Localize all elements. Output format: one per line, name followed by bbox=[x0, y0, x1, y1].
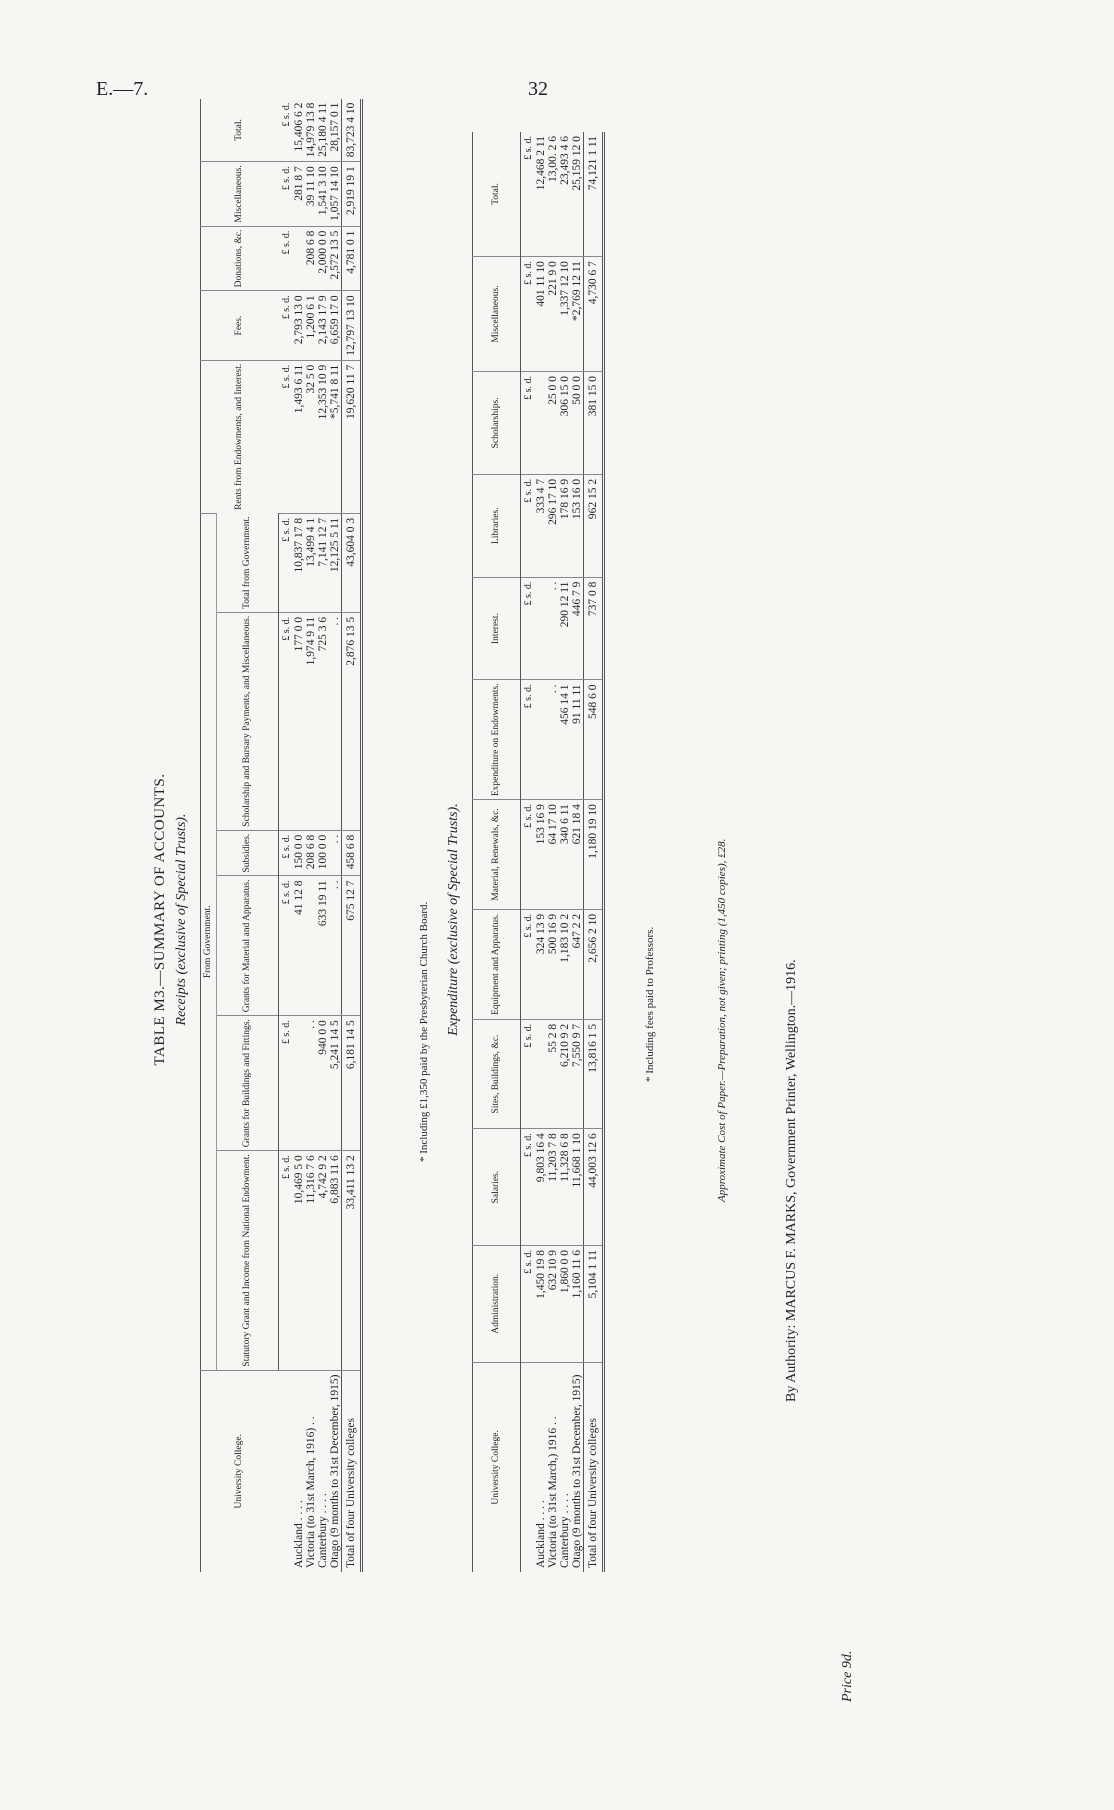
receipts-header-college: University College. bbox=[201, 1370, 279, 1572]
total-cell: 4,781 0 1 bbox=[342, 226, 362, 291]
total-cell: 962 15 2 bbox=[584, 474, 604, 577]
unit-label: £ s. d. bbox=[279, 830, 294, 876]
unit-label: £ s. d. bbox=[280, 102, 292, 127]
table-cell: 2,793 13 0 bbox=[293, 291, 305, 360]
receipts-header-total: Total. bbox=[201, 99, 279, 162]
table-cell: 324 13 9 bbox=[535, 909, 547, 1019]
table-cell: . . bbox=[547, 577, 559, 680]
table-cell: 296 17 10 bbox=[547, 474, 559, 577]
table-cell: 621 18 4 bbox=[571, 800, 584, 910]
receipts-group-government: From Government. bbox=[201, 513, 217, 1370]
table-cell: . . bbox=[547, 680, 559, 800]
receipts-footnote: * Including £1,350 paid by the Presbyterian Church Board. bbox=[418, 901, 430, 1162]
table-cell: 1,160 11 6 bbox=[571, 1245, 584, 1362]
total-cell: 548 6 0 bbox=[584, 680, 604, 800]
document-reference: E.—7. bbox=[96, 78, 149, 100]
table-title: TABLE M3.—SUMMARY OF ACCOUNTS. bbox=[152, 773, 168, 1066]
printer-authority: By Authority: MARCUS F. MARKS, Government Printer, Wellington.—1916. bbox=[784, 959, 799, 1402]
table-cell: . . bbox=[329, 876, 342, 1016]
row-college-name: Otago (9 months to 31st December, 1915) bbox=[329, 1370, 342, 1572]
expenditure-header-total: Total. bbox=[473, 132, 521, 257]
table-cell: . . bbox=[305, 1016, 317, 1151]
expenditure-subtitle: Expenditure (exclusive of Special Trusts). bbox=[446, 803, 461, 1036]
unit-label: £ s. d. bbox=[521, 1019, 536, 1128]
table-cell: 11,668 1 10 bbox=[571, 1129, 584, 1246]
expenditure-header-scholarships: Scholarships. bbox=[473, 371, 521, 474]
receipts-table bbox=[200, 99, 363, 1572]
unit-label: £ s. d. bbox=[279, 612, 294, 830]
table-cell: 10,469 5 0 bbox=[293, 1151, 305, 1370]
total-cell: 4,730 6 7 bbox=[584, 257, 604, 372]
unit-label: £ s. d. bbox=[521, 1245, 536, 1362]
table-cell: 23,493 4 6 bbox=[559, 136, 571, 185]
table-cell: 1,450 19 8 bbox=[535, 1245, 547, 1362]
table-cell: 2,572 13 5 bbox=[329, 226, 342, 291]
receipts-header-miscellaneous: Miscellaneous. bbox=[201, 162, 279, 226]
expenditure-table bbox=[472, 132, 605, 1572]
table-cell: 6,883 11 6 bbox=[329, 1151, 342, 1370]
price-label: Price 9d. bbox=[840, 1650, 855, 1702]
unit-label: £ s. d. bbox=[521, 474, 536, 577]
total-cell: 2,876 13 5 bbox=[342, 612, 362, 830]
table-cell: *5,741 8 11 bbox=[329, 360, 342, 513]
table-cell bbox=[535, 371, 547, 474]
table-cell: 11,316 7 6 bbox=[305, 1151, 317, 1370]
receipts-header-buildings: Grants for Buildings and Fittings. bbox=[217, 1016, 279, 1151]
total-cell: 1,180 19 10 bbox=[584, 800, 604, 910]
table-cell: 7,141 12 7 bbox=[317, 513, 329, 612]
table-cell: 13,499 4 1 bbox=[305, 513, 317, 612]
rotated-page-content bbox=[150, 102, 870, 1702]
table-row bbox=[571, 132, 584, 1572]
total-row-label: Total of four University colleges bbox=[584, 1362, 604, 1572]
unit-label: £ s. d. bbox=[279, 1151, 294, 1370]
table-cell: 1,183 10 2 bbox=[559, 909, 571, 1019]
expenditure-table-wrap bbox=[472, 132, 605, 1572]
table-cell: 7,550 9 7 bbox=[571, 1019, 584, 1128]
total-cell: 6,181 14 5 bbox=[342, 1016, 362, 1151]
table-cell: 1,493 6 11 bbox=[293, 360, 305, 513]
table-cell: 9,803 16 4 bbox=[535, 1129, 547, 1246]
total-cell: 458 6 8 bbox=[342, 830, 362, 876]
expenditure-header-salaries: Salaries. bbox=[473, 1129, 521, 1246]
table-cell: 25,159 12 0 bbox=[571, 136, 583, 191]
row-college-name: Auckland . . . . bbox=[535, 1362, 547, 1572]
table-cell: 4,742 9 2 bbox=[317, 1151, 329, 1370]
table-cell: 208 6 8 bbox=[305, 830, 317, 876]
unit-label: £ s. d. bbox=[521, 371, 536, 474]
table-row bbox=[535, 132, 547, 1572]
table-cell: 55 2 8 bbox=[547, 1019, 559, 1128]
table-cell: 177 0 0 bbox=[293, 612, 305, 830]
table-cell bbox=[535, 680, 547, 800]
receipts-subtitle: Receipts (exclusive of Special Trusts). bbox=[174, 813, 189, 1026]
table-row bbox=[547, 132, 559, 1572]
total-cell: 33,411 13 2 bbox=[342, 1151, 362, 1370]
unit-label: £ s. d. bbox=[279, 876, 294, 1016]
unit-label: £ s. d. bbox=[521, 1129, 536, 1246]
table-cell: 5,241 14 5 bbox=[329, 1016, 342, 1151]
table-cell: 6,210 9 2 bbox=[559, 1019, 571, 1128]
total-cell: 13,816 1 5 bbox=[584, 1019, 604, 1128]
table-cell: 940 0 0 bbox=[317, 1016, 329, 1151]
table-cell: 12,125 5 11 bbox=[329, 513, 342, 612]
unit-label: £ s. d. bbox=[521, 577, 536, 680]
expenditure-header-administration: Administration. bbox=[473, 1245, 521, 1362]
receipts-header-scholarship: Scholarship and Bursary Payments, and Miscellaneous. bbox=[217, 612, 279, 830]
unit-label: £ s. d. bbox=[521, 909, 536, 1019]
table-cell: 208 6 8 bbox=[305, 226, 317, 291]
table-cell: 153 16 9 bbox=[535, 800, 547, 910]
table-cell: 1,337 12 10 bbox=[559, 257, 571, 372]
row-college-name: Victoria (to 31st March, 1916) . . bbox=[305, 1370, 317, 1572]
page-number: 32 bbox=[528, 78, 548, 100]
table-cell bbox=[535, 577, 547, 680]
total-cell: 83,723 4 10 bbox=[342, 99, 362, 162]
expenditure-footnote: * Including fees paid to Professors. bbox=[644, 926, 656, 1082]
expenditure-header-college: University College. bbox=[473, 1362, 521, 1572]
table-cell bbox=[305, 876, 317, 1016]
receipts-header-fees: Fees. bbox=[201, 291, 279, 360]
table-row bbox=[317, 99, 329, 1572]
table-cell: 401 11 10 bbox=[535, 257, 547, 372]
expenditure-header-miscellaneous: Miscellaneous. bbox=[473, 257, 521, 372]
receipts-header-rents: Rents from Endowments, and Interest. bbox=[201, 360, 279, 513]
table-cell: 290 12 11 bbox=[559, 577, 571, 680]
table-cell: 91 11 11 bbox=[571, 680, 584, 800]
row-college-name: Canterbury . . . . bbox=[317, 1370, 329, 1572]
row-college-name: Canterbury . . . . bbox=[559, 1362, 571, 1572]
table-cell: 500 16 9 bbox=[547, 909, 559, 1019]
unit-label: £ s. d. bbox=[521, 800, 536, 910]
table-cell: 153 16 0 bbox=[571, 474, 584, 577]
total-cell: 5,104 1 11 bbox=[584, 1245, 604, 1362]
table-cell: 725 3 6 bbox=[317, 612, 329, 830]
unit-label: £ s. d. bbox=[279, 291, 294, 360]
unit-label: £ s. d. bbox=[521, 257, 536, 372]
table-cell: 11,328 6 8 bbox=[559, 1129, 571, 1246]
table-cell: 150 0 0 bbox=[293, 830, 305, 876]
unit-label: £ s. d. bbox=[279, 360, 294, 513]
table-row bbox=[305, 99, 317, 1572]
receipts-header-material: Grants for Material and Apparatus. bbox=[217, 876, 279, 1016]
table-cell: 632 10 9 bbox=[547, 1245, 559, 1362]
table-cell bbox=[293, 1016, 305, 1151]
total-cell: 675 12 7 bbox=[342, 876, 362, 1016]
table-cell: 11,203 7 8 bbox=[547, 1129, 559, 1246]
row-college-name: Auckland . . . . bbox=[293, 1370, 305, 1572]
total-cell: 381 15 0 bbox=[584, 371, 604, 474]
total-cell: 12,797 13 10 bbox=[342, 291, 362, 360]
table-row bbox=[329, 99, 342, 1572]
unit-label: £ s. d. bbox=[279, 226, 294, 291]
table-cell: 28,157 0 1 bbox=[329, 102, 341, 152]
table-cell: 1,974 9 11 bbox=[305, 612, 317, 830]
total-cell: 737 0 8 bbox=[584, 577, 604, 680]
table-cell: 2,000 0 0 bbox=[317, 226, 329, 291]
table-cell: 446 7 9 bbox=[571, 577, 584, 680]
total-row bbox=[584, 132, 604, 1572]
table-cell: 25 0 0 bbox=[547, 371, 559, 474]
table-cell: 1,057 14 10 bbox=[329, 162, 342, 226]
table-cell: 41 12 8 bbox=[293, 876, 305, 1016]
table-cell: 6,659 17 0 bbox=[329, 291, 342, 360]
expenditure-header-endowments: Expenditure on Endowments. bbox=[473, 680, 521, 800]
table-cell: *2,769 12 11 bbox=[571, 257, 584, 372]
row-college-name: Otago (9 months to 31st December, 1915) bbox=[571, 1362, 584, 1572]
table-cell: 178 16 9 bbox=[559, 474, 571, 577]
table-cell bbox=[535, 1019, 547, 1128]
table-cell: 13,00. 2 6 bbox=[547, 136, 559, 182]
expenditure-header-libraries: Libraries. bbox=[473, 474, 521, 577]
table-cell: 2,143 17 9 bbox=[317, 291, 329, 360]
unit-label: £ s. d. bbox=[521, 680, 536, 800]
unit-label: £ s. d. bbox=[279, 162, 294, 226]
table-cell: 633 19 11 bbox=[317, 876, 329, 1016]
cost-of-paper-note: Approximate Cost of Paper.—Preparation, not given; printing (1,450 copies), £28. bbox=[716, 838, 728, 1202]
table-cell: 333 4 7 bbox=[535, 474, 547, 577]
table-cell: 221 9 0 bbox=[547, 257, 559, 372]
expenditure-header-material: Material, Renewals, &c. bbox=[473, 800, 521, 910]
total-cell: 2,656 2 10 bbox=[584, 909, 604, 1019]
table-cell: 12,468 2 11 bbox=[535, 136, 547, 191]
unit-label: £ s. d. bbox=[523, 136, 534, 160]
expenditure-header-equipment: Equipment and Apparatus. bbox=[473, 909, 521, 1019]
receipts-header-donations: Donations, &c. bbox=[201, 226, 279, 291]
table-cell: 340 6 11 bbox=[559, 800, 571, 910]
table-cell: 647 2 2 bbox=[571, 909, 584, 1019]
total-cell: 44,003 12 6 bbox=[584, 1129, 604, 1246]
total-row bbox=[342, 99, 362, 1572]
row-college-name: Victoria (to 31st March,) 1916 . . bbox=[547, 1362, 559, 1572]
table-cell bbox=[293, 226, 305, 291]
table-cell: 15,406 6 2 bbox=[293, 102, 305, 152]
expenditure-header-interest: Interest. bbox=[473, 577, 521, 680]
table-cell: . . bbox=[329, 830, 342, 876]
table-cell: 39 11 10 bbox=[305, 162, 317, 226]
receipts-header-statutory: Statutory Grant and Income from National Endowment. bbox=[217, 1151, 279, 1370]
receipts-header-total-government: Total from Government. bbox=[217, 513, 279, 612]
table-cell: 64 17 10 bbox=[547, 800, 559, 910]
table-cell: 1,200 6 1 bbox=[305, 291, 317, 360]
total-cell: 2,919 19 1 bbox=[342, 162, 362, 226]
expenditure-header-sites: Sites, Buildings, &c. bbox=[473, 1019, 521, 1128]
table-cell: 32 5 0 bbox=[305, 360, 317, 513]
table-cell: 456 14 1 bbox=[559, 680, 571, 800]
total-row-label: Total of four University colleges bbox=[342, 1370, 362, 1572]
table-cell: 14,979 13 8 bbox=[305, 102, 317, 158]
table-cell: 306 15 0 bbox=[559, 371, 571, 474]
table-cell: 10,837 17 8 bbox=[293, 513, 305, 612]
table-cell: 100 0 0 bbox=[317, 830, 329, 876]
table-row bbox=[559, 132, 571, 1572]
table-cell: 1,541 3 10 bbox=[317, 162, 329, 226]
table-cell: . . bbox=[329, 612, 342, 830]
unit-label: £ s. d. bbox=[279, 1016, 294, 1151]
total-cell: 19,620 11 7 bbox=[342, 360, 362, 513]
receipts-table-wrap bbox=[200, 99, 363, 1572]
table-cell: 25,180 4 11 bbox=[317, 102, 329, 157]
table-cell: 12,353 10 9 bbox=[317, 360, 329, 513]
receipts-header-subsidies: Subsidies. bbox=[217, 830, 279, 876]
total-cell: 43,604 0 3 bbox=[342, 513, 362, 612]
table-row bbox=[293, 99, 305, 1572]
table-cell: 281 8 7 bbox=[293, 162, 305, 226]
total-cell: 74,121 1 11 bbox=[584, 132, 604, 257]
table-cell: 1,860 0 0 bbox=[559, 1245, 571, 1362]
unit-label: £ s. d. bbox=[279, 513, 294, 612]
table-cell: 50 0 0 bbox=[571, 371, 584, 474]
